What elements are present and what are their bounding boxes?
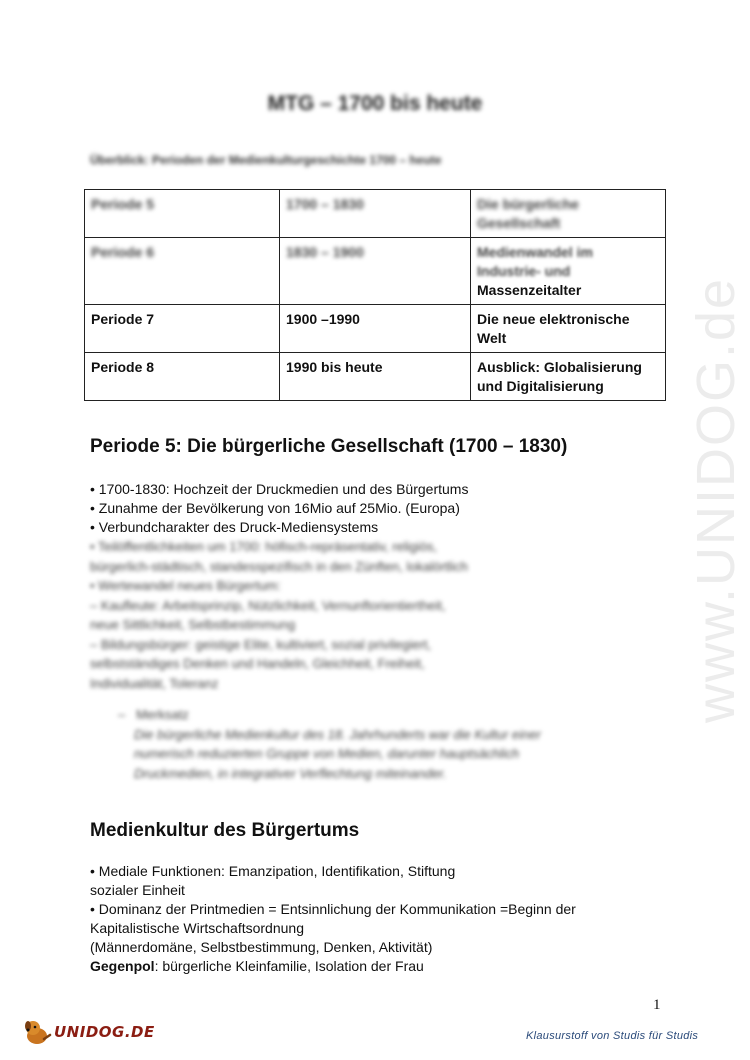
table-cell — [471, 305, 666, 353]
period-label: Periode 5 — [91, 196, 155, 212]
overview-heading: Überblick: Perioden der Medienkulturgeschichte 1700 – heute — [90, 153, 442, 167]
period-label: Periode 6 — [91, 244, 155, 260]
table-cell — [85, 305, 280, 353]
period-description: Ausblick: Globalisierung und Digitalisierung — [477, 359, 642, 394]
text-line: sozialer Einheit — [90, 882, 185, 898]
merksatz-line: Die bürgerliche Medienkultur des 18. Jahrhunderts war die Kultur einer — [134, 726, 541, 742]
watermark: www.UNIDOG.de — [686, 276, 746, 724]
bold-term: Gegenpol — [90, 958, 155, 974]
text-line — [90, 957, 650, 976]
table-row — [85, 190, 666, 238]
table-cell — [280, 353, 471, 401]
table-cell — [85, 353, 280, 401]
table-cell — [85, 238, 280, 305]
list-item: • Wertewandel neues Bürgertum: — [90, 578, 281, 593]
table-cell — [471, 238, 666, 305]
section-body — [90, 862, 650, 976]
period-range: 1830 – 1900 — [286, 244, 364, 260]
merksatz-line: Druckmedien, in integrativer Verflechtung miteinander. — [134, 765, 447, 781]
period-description-top: Medienwandel im Industrie- und — [477, 244, 593, 279]
text-line: Kapitalistische Wirtschaftsordnung — [90, 920, 304, 936]
period-description-bottom: Massenzeitalter — [477, 282, 582, 298]
section-bullets — [90, 480, 650, 693]
period-description — [477, 243, 659, 300]
dog-icon — [22, 1017, 52, 1047]
period-range: 1700 – 1830 — [286, 196, 364, 212]
list-item: bürgerlich-städtisch, standesspezifisch in den Zünften, lokalörtlich — [90, 558, 468, 574]
period-range: 1900 –1990 — [286, 311, 360, 327]
footer-tagline: Klausurstoff von Studis für Studis — [526, 1030, 699, 1042]
unidog-logo — [22, 1014, 155, 1050]
document-title: MTG – 1700 bis heute — [267, 92, 483, 115]
period-description: Die neue elektronische Welt — [477, 311, 630, 346]
merksatz-box — [118, 705, 638, 783]
table-cell — [471, 190, 666, 238]
list-item: – Kaufleute: Arbeitsprinzip, Nützlichkeit, Vernunftorientiertheit, — [90, 597, 446, 613]
list-item: • Zunahme der Bevölkerung von 16Mio auf 25Mio. (Europa) — [90, 500, 460, 516]
text-line: (Männerdomäne, Selbstbestimmung, Denken, Aktivität) — [90, 939, 433, 955]
list-item: • Verbundcharakter des Druck-Mediensystems — [90, 519, 379, 535]
list-item: selbstständiges Denken und Handeln, Gleichheit, Freiheit, — [90, 656, 425, 671]
section-heading-periode-5: Periode 5: Die bürgerliche Gesellschaft (1700 – 1830) — [90, 436, 568, 457]
period-description: Die bürgerliche Gesellschaft — [477, 196, 579, 231]
period-range: 1990 bis heute — [286, 359, 383, 375]
text-rest: : bürgerliche Kleinfamilie, Isolation der Frau — [154, 958, 424, 974]
table-cell — [280, 238, 471, 305]
section-heading-medienkultur: Medienkultur des Bürgertums — [90, 820, 360, 841]
logo-text: UNIDOG.DE — [54, 1023, 155, 1041]
period-label: Periode 7 — [91, 311, 155, 327]
list-item: – Bildungsbürger: geistige Elite, kultiviert, sozial privilegiert, — [90, 636, 432, 652]
text-line: • Mediale Funktionen: Emanzipation, Identifikation, Stiftung — [90, 863, 456, 879]
table-cell — [85, 190, 280, 238]
text-line: • Dominanz der Printmedien = Entsinnlichung der Kommunikation =Beginn der — [90, 901, 576, 917]
table-cell — [280, 305, 471, 353]
period-label: Periode 8 — [91, 359, 155, 375]
list-item: • Teilöffentlichkeiten um 1700: höfisch-repräsentativ, religiös, — [90, 539, 438, 554]
table-cell — [280, 190, 471, 238]
list-item: neue Sittlichkeit, Selbstbestimmung — [90, 617, 296, 632]
blurred-content — [90, 537, 650, 693]
table-row — [85, 305, 666, 353]
table-row — [85, 353, 666, 401]
list-item: • 1700-1830: Hochzeit der Druckmedien und des Bürgertums — [90, 481, 469, 497]
periods-table — [84, 189, 666, 401]
page-number: 1 — [653, 997, 661, 1013]
table-cell — [471, 353, 666, 401]
list-item: Individualität, Toleranz — [90, 675, 219, 691]
table-row — [85, 238, 666, 305]
merksatz-line: numerisch reduzierten Gruppe von Medien, darunter hauptsächlich — [134, 746, 520, 761]
merksatz-label: – Merksatz — [118, 707, 189, 722]
